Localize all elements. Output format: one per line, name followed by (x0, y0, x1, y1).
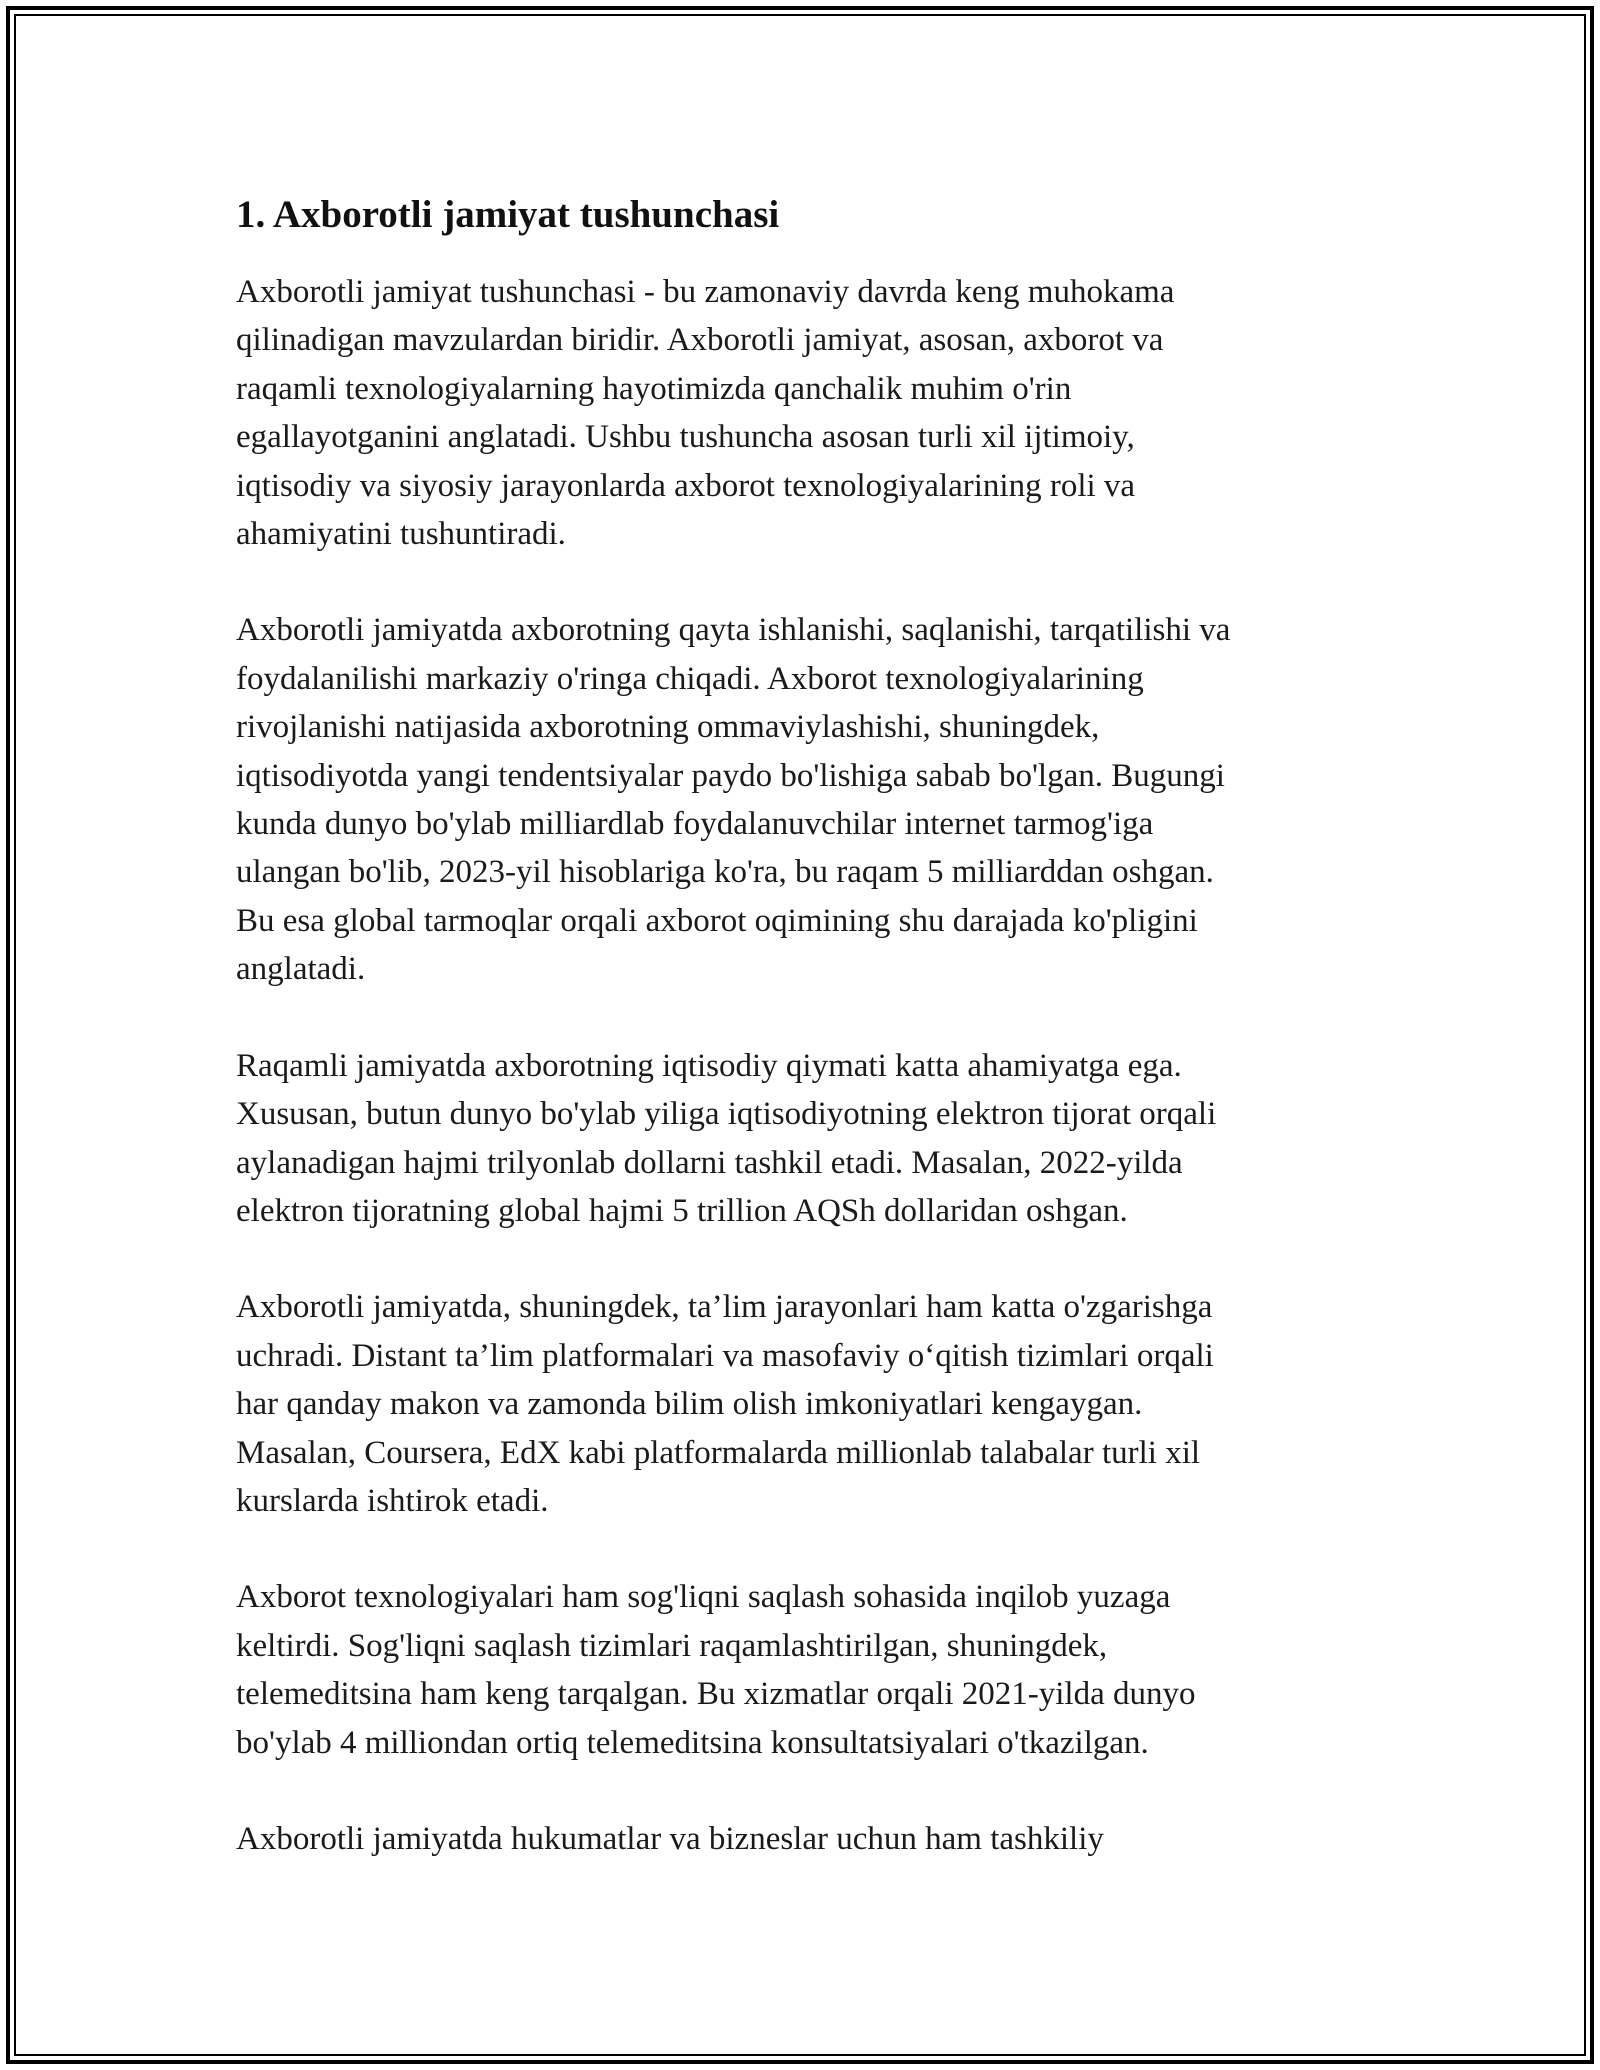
text-line: raqamli texnologiyalarning hayotimizda qanchalik muhim o'rin (236, 370, 1072, 407)
text-line: Xususan, butun dunyo bo'ylab yiliga iqtisodiyotning elektron tijorat orqali (236, 1096, 1217, 1133)
text-line: rivojlanishi natijasida axborotning ommaviylashishi, shuningdek, (236, 709, 1100, 746)
text-line: kurslarda ishtirok etadi. (236, 1482, 549, 1519)
paragraph (236, 268, 1366, 558)
text-line: qilinadigan mavzulardan biridir. Axborotli jamiyat, asosan, axborot va (236, 322, 1164, 359)
text-line: Axborotli jamiyatda hukumatlar va bizneslar uchun ham tashkiliy (236, 1820, 1104, 1857)
text-line: Bu esa global tarmoqlar orqali axborot oqimining shu darajada ko'pligini (236, 902, 1198, 939)
text-line: elektron tijoratning global hajmi 5 trillion AQSh dollaridan oshgan. (236, 1192, 1128, 1229)
text-line: egallayotganini anglatadi. Ushbu tushuncha asosan turli xil ijtimoiy, (236, 419, 1135, 456)
text-line: aylanadigan hajmi trilyonlab dollarni tashkil etadi. Masalan, 2022-yilda (236, 1144, 1183, 1181)
document-body (236, 190, 1366, 1911)
text-line: uchradi. Distant ta’lim platformalari va masofaviy o‘qitish tizimlari orqali (236, 1337, 1214, 1374)
text-line: Axborot texnologiyalari ham sog'liqni saqlash sohasida inqilob yuzaga (236, 1579, 1171, 1616)
text-line: iqtisodiy va siyosiy jarayonlarda axborot texnologiyalarining roli va (236, 467, 1136, 504)
text-line: ulangan bo'lib, 2023-yil hisoblariga ko'ra, bu raqam 5 milliarddan oshgan. (236, 854, 1214, 891)
paragraph (236, 1815, 1366, 1863)
text-line: keltirdi. Sog'liqni saqlash tizimlari raqamlashtirilgan, shuningdek, (236, 1627, 1108, 1664)
section-heading: 1. Axborotli jamiyat tushunchasi (236, 193, 780, 236)
paragraph (236, 606, 1366, 993)
paragraph (236, 1283, 1366, 1525)
text-line: foydalanilishi markaziy o'ringa chiqadi. Axborot texnologiyalarining (236, 660, 1144, 697)
text-line: bo'ylab 4 milliondan ortiq telemeditsina konsultatsiyalari o'tkazilgan. (236, 1724, 1149, 1761)
paragraphs-container (236, 268, 1366, 1863)
text-line: Masalan, Coursera, EdX kabi platformalarda millionlab talabalar turli xil (236, 1434, 1201, 1471)
paragraph (236, 1042, 1366, 1236)
paragraph (236, 1573, 1366, 1767)
text-line: iqtisodiyotda yangi tendentsiyalar paydo bo'lishiga sabab bo'lgan. Bugungi (236, 757, 1225, 794)
text-line: har qanday makon va zamonda bilim olish imkoniyatlari kengaygan. (236, 1386, 1143, 1423)
text-line: Axborotli jamiyatda, shuningdek, ta’lim jarayonlari ham katta o'zgarishga (236, 1289, 1213, 1326)
text-line: ahamiyatini tushuntiradi. (236, 516, 566, 553)
text-line: kunda dunyo bo'ylab milliardlab foydalanuvchilar internet tarmog'iga (236, 806, 1154, 843)
text-line: Axborotli jamiyat tushunchasi - bu zamonaviy davrda keng muhokama (236, 274, 1175, 310)
text-line: anglatadi. (236, 951, 366, 988)
text-line: Raqamli jamiyatda axborotning iqtisodiy qiymati katta ahamiyatga ega. (236, 1047, 1182, 1084)
text-line: telemeditsina ham keng tarqalgan. Bu xizmatlar orqali 2021-yilda dunyo (236, 1676, 1196, 1713)
text-line: Axborotli jamiyatda axborotning qayta ishlanishi, saqlanishi, tarqatilishi va (236, 612, 1231, 649)
